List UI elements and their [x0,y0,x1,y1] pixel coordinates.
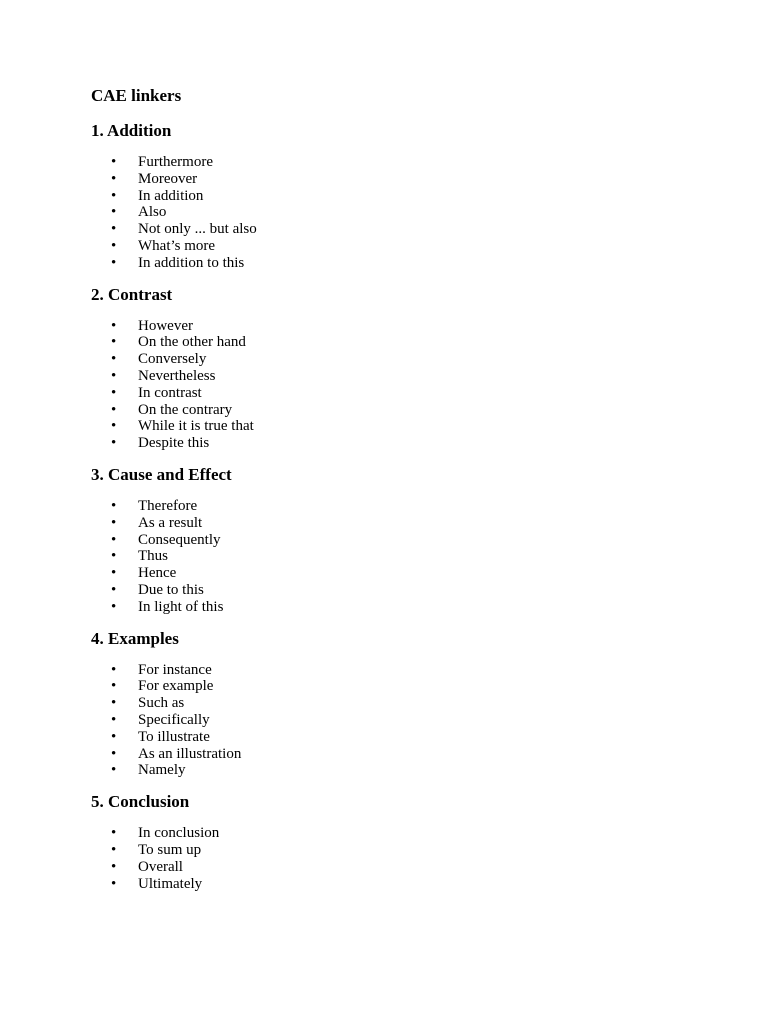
bullet-icon: • [111,187,117,204]
section-heading: 2. Contrast [91,284,173,304]
linker-text: Ultimately [138,875,203,892]
bullet-icon: • [111,581,117,598]
list-item [91,204,691,221]
bullet-icon: • [111,762,117,779]
linker-section [91,464,691,616]
list-item [91,599,691,616]
bullet-icon: • [111,384,117,401]
bullet-icon: • [111,170,117,187]
bullet-icon: • [111,711,117,728]
bullet-icon: • [111,565,117,582]
linker-text: Despite this [138,435,210,452]
bullet-icon: • [111,841,117,858]
list-item [91,662,691,679]
list-item [91,334,691,351]
linker-text: Therefore [138,497,198,514]
list-item [91,678,691,695]
bullet-icon: • [111,435,117,452]
section-heading: 4. Examples [91,628,179,648]
list-item [91,238,691,255]
list-item [91,712,691,729]
linker-list [91,154,691,272]
linker-text: On the other hand [138,334,246,351]
section-heading: 3. Cause and Effect [91,464,232,484]
list-item [91,255,691,272]
bullet-icon: • [111,531,117,548]
linker-text: Such as [138,695,185,712]
linker-text: Due to this [138,581,204,598]
bullet-icon: • [111,678,117,695]
bullet-icon: • [111,548,117,565]
list-item [91,221,691,238]
linker-text: Overall [138,858,183,875]
list-item [91,188,691,205]
list-item [91,762,691,779]
bullet-icon: • [111,154,117,170]
list-item [91,318,691,335]
linker-text: In light of this [138,598,224,615]
linker-text: In addition [138,187,204,204]
list-item [91,582,691,599]
bullet-icon: • [111,858,117,875]
linker-list [91,662,691,780]
linker-text: For example [138,678,214,695]
bullet-icon: • [111,204,117,221]
linker-list [91,318,691,452]
bullet-icon: • [111,661,117,678]
bullet-icon: • [111,401,117,418]
list-item [91,729,691,746]
list-item [91,351,691,368]
linker-text: In addition to this [138,254,245,271]
linker-text: In conclusion [138,825,220,842]
bullet-icon: • [111,745,117,762]
list-item [91,435,691,452]
linker-section [91,284,691,452]
bullet-icon: • [111,334,117,351]
linker-text: Hence [138,565,177,582]
bullet-icon: • [111,254,117,271]
section-heading: 5. Conclusion [91,792,190,812]
linker-section [91,628,691,780]
linker-section [91,791,691,892]
linker-text: Thus [138,548,168,565]
linker-text: To sum up [138,841,202,858]
list-item [91,368,691,385]
linker-text: As a result [138,514,203,531]
linker-text: Also [138,204,167,221]
linker-text: To illustrate [138,728,210,745]
list-item [91,402,691,419]
linker-text: Nevertheless [138,367,216,384]
bullet-icon: • [111,418,117,435]
bullet-icon: • [111,317,117,334]
linker-text: As an illustration [138,745,242,762]
bullet-icon: • [111,221,117,238]
linker-text: On the contrary [138,401,233,418]
document-title: CAE linkers [91,86,182,105]
linker-text: In contrast [138,384,202,401]
linker-text: While it is true that [138,418,254,435]
bullet-icon: • [111,875,117,892]
bullet-icon: • [111,367,117,384]
bullet-icon: • [111,728,117,745]
linker-list [91,825,691,892]
list-item [91,385,691,402]
linker-text: Namely [138,762,186,779]
linker-text: For instance [138,661,212,678]
bullet-icon: • [111,825,117,842]
list-item [91,532,691,549]
list-item [91,515,691,532]
bullet-icon: • [111,237,117,254]
linker-text: Furthermore [138,154,213,170]
list-item [91,859,691,876]
list-item [91,548,691,565]
linker-list [91,498,691,616]
list-item [91,565,691,582]
list-item [91,825,691,842]
list-item [91,842,691,859]
list-item [91,418,691,435]
linker-section [91,120,691,272]
list-item [91,171,691,188]
bullet-icon: • [111,497,117,514]
section-heading: 1. Addition [91,121,172,140]
linker-text: Specifically [138,711,210,728]
linker-text: What’s more [138,237,216,254]
list-item [91,746,691,763]
linker-text: Not only ... but also [138,221,257,238]
document-page [91,85,691,904]
linker-text: Moreover [138,170,198,187]
bullet-icon: • [111,514,117,531]
linker-text: However [138,317,193,334]
list-item [91,876,691,893]
list-item [91,154,691,171]
list-item [91,498,691,515]
list-item [91,695,691,712]
bullet-icon: • [111,351,117,368]
linker-text: Consequently [138,531,221,548]
linker-text: Conversely [138,351,207,368]
sections-container [91,120,691,892]
bullet-icon: • [111,695,117,712]
bullet-icon: • [111,598,117,615]
